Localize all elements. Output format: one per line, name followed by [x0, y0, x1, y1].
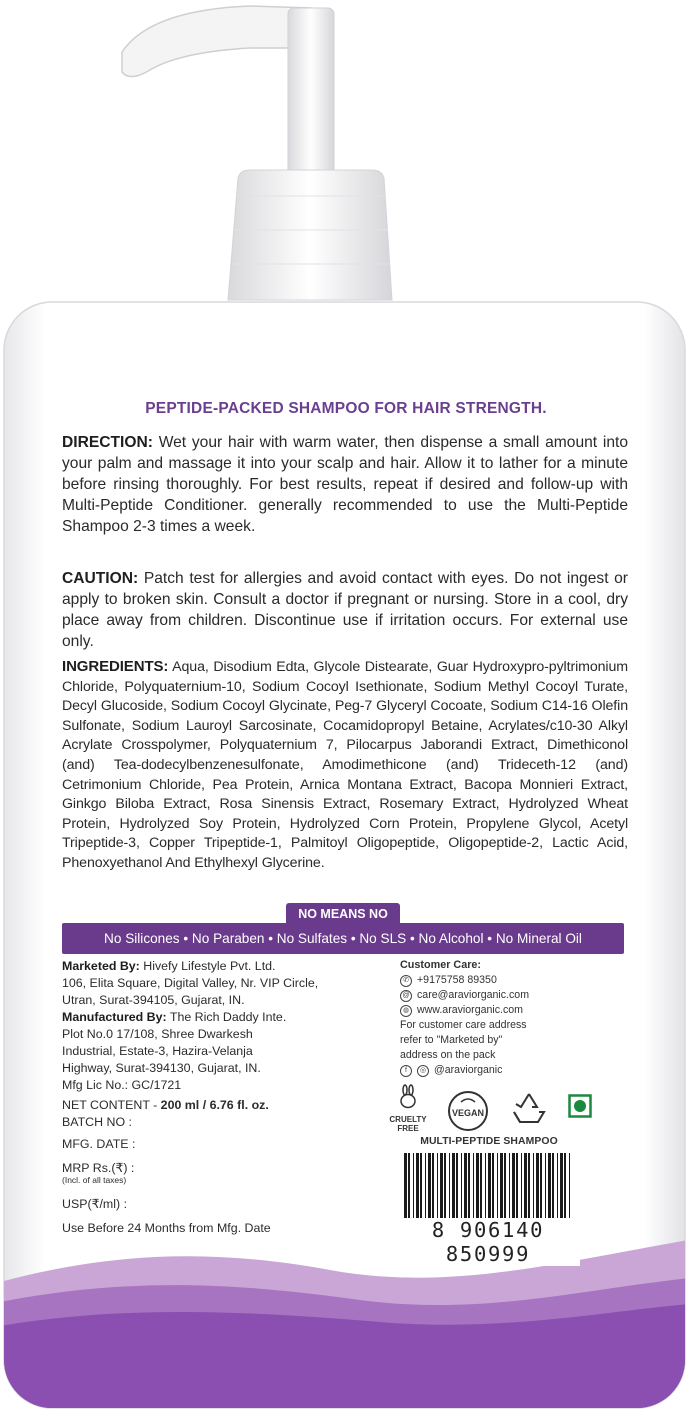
ingredients-label: INGREDIENTS: — [62, 658, 169, 675]
direction-paragraph — [62, 432, 628, 537]
customer-care-note-3: address on the pack — [400, 1049, 496, 1061]
manufactured-address-3: Highway, Surat-394130, Gujarat, IN. — [62, 1061, 261, 1075]
barcode-bar — [416, 1153, 419, 1223]
manufactured-address-1: Plot No.0 17/108, Shree Dwarkesh — [62, 1027, 253, 1041]
barcode-bar — [437, 1153, 438, 1223]
marketed-address-2: Utran, Surat-394105, Gujarat, IN. — [62, 993, 245, 1007]
direction-label: DIRECTION: — [62, 434, 153, 451]
barcode-bar — [456, 1153, 458, 1223]
barcode-number: 8 906140 850999 — [396, 1218, 580, 1266]
manufactured-label: Manufactured By: — [62, 1010, 167, 1024]
manufactured-address-2: Industrial, Estate-3, Hazira-Velanja — [62, 1044, 253, 1058]
barcode-bar — [497, 1153, 498, 1223]
marketed-name: Hivefy Lifestyle Pvt. Ltd. — [139, 959, 276, 973]
rabbit-icon — [395, 1084, 421, 1110]
barcode-bar — [425, 1153, 426, 1223]
customer-care-note-1: For customer care address — [400, 1019, 527, 1031]
customer-care-social: @araviorganic — [434, 1064, 503, 1076]
customer-care-email: care@araviorganic.com — [417, 989, 530, 1001]
veg-mark-icon — [568, 1094, 592, 1123]
barcode-bar — [464, 1153, 467, 1223]
net-content-value: 200 ml / 6.76 fl. oz. — [160, 1098, 269, 1112]
barcode-bar — [536, 1153, 539, 1223]
headline: PEPTIDE-PACKED SHAMPOO FOR HAIR STRENGTH. — [145, 400, 547, 417]
email-icon: @ — [400, 990, 412, 1002]
bottle-collar — [228, 170, 392, 300]
mrp: MRP Rs.(₹) : — [62, 1161, 135, 1175]
caution-label: CAUTION: — [62, 570, 139, 587]
marketed-label: Marketed By: — [62, 959, 140, 973]
barcode-bar — [444, 1153, 446, 1223]
use-before: Use Before 24 Months from Mfg. Date — [62, 1221, 271, 1235]
barcode-bar — [545, 1153, 546, 1223]
barcode-bar — [480, 1153, 482, 1223]
cruelty-free-label: CRUELTY FREE — [389, 1115, 427, 1133]
barcode-bar — [540, 1153, 542, 1223]
cruelty-free-badge — [386, 1084, 430, 1133]
usp: USP(₹/ml) : — [62, 1197, 128, 1211]
recycle-icon — [508, 1090, 550, 1133]
batch-no: BATCH NO : — [62, 1115, 132, 1129]
barcode-bar — [548, 1153, 551, 1223]
company-info — [62, 958, 392, 1094]
pump-head — [288, 8, 334, 180]
barcode-bar — [509, 1153, 510, 1223]
barcode-bar — [528, 1153, 530, 1223]
barcode-bar — [557, 1153, 558, 1223]
globe-icon: ◍ — [400, 1005, 412, 1017]
barcode-bar — [560, 1153, 563, 1223]
barcode-bar — [488, 1153, 491, 1223]
barcode-bar — [408, 1153, 410, 1223]
net-content — [62, 1098, 269, 1112]
barcode-bar — [404, 1153, 407, 1223]
barcode-bar — [516, 1153, 518, 1223]
barcode-bar — [552, 1153, 554, 1223]
barcode-bar — [432, 1153, 434, 1223]
barcode-bar — [500, 1153, 503, 1223]
barcode-bar — [569, 1153, 570, 1223]
facebook-icon: f — [400, 1065, 412, 1077]
barcode-bar — [468, 1153, 470, 1223]
direction-text: Wet your hair with warm water, then dispense a small amount into your palm and massage it into your scalp and hair. Allow it to lather for a minute before rinsing thoroughly. For best results, repeat if desired and follow-up with Multi-Peptide Conditioner. generally recommended to use the Multi-Peptide Shampoo 2-3 times a week. — [62, 434, 628, 535]
product-name: MULTI-PEPTIDE SHAMPOO — [420, 1136, 558, 1147]
net-content-label: NET CONTENT - — [62, 1098, 161, 1112]
mrp-note: (Incl. of all taxes) — [62, 1175, 127, 1185]
manufactured-name: The Rich Daddy Inte. — [166, 1010, 287, 1024]
mfg-license: Mfg Lic No.: GC/1721 — [62, 1078, 182, 1092]
no-means-no-title: NO MEANS NO — [286, 903, 400, 925]
barcode-bar — [452, 1153, 455, 1223]
ingredients-paragraph — [62, 657, 628, 874]
vegan-label: VEGAN — [451, 1108, 485, 1118]
barcode-bar — [524, 1153, 527, 1223]
wave-dark — [0, 1304, 689, 1412]
customer-care-phone: +9175758 89350 — [417, 974, 497, 986]
barcode-bar — [492, 1153, 494, 1223]
caution-paragraph — [62, 568, 628, 652]
barcode-bar — [533, 1153, 534, 1223]
barcode-bar — [512, 1153, 515, 1223]
mfg-date: MFG. DATE : — [62, 1137, 136, 1151]
barcode-bar — [461, 1153, 462, 1223]
customer-care — [400, 958, 580, 1078]
barcode-bar — [428, 1153, 431, 1223]
customer-care-web: www.araviorganic.com — [417, 1004, 523, 1016]
customer-care-title: Customer Care: — [400, 959, 481, 971]
phone-icon: ✆ — [400, 975, 412, 987]
barcode-bar — [473, 1153, 474, 1223]
ingredients-text: Aqua, Disodium Edta, Glycole Distearate, Guar Hydroxypro-pyltrimonium Chloride, Polyquaternium-10, Sodium Cocoyl Isethionate, Sodium Methyl Cocoyl Turate, Decyl Glucoside, Sodium Cocoyl Glycinate, Peg-7 Glyceryl Cocoate, Sodium C14-16 Olefin Sulfonate, Sodium Lauroyl Sarcosinate, Cocamidopropyl Betaine, Acrylates/c10-30 Alkyl Acrylate Crosspolymer, Polyquaternium 7, Pilocarpus Jaborandi Extract, Dimethiconol (and) Tea-dodecylbenzenesulfonate, Amodimethicone (and) Trideceth-12 (and) Cetrimonium Chloride, Pea Protein, Arnica Montana Extract, Bacopa Monnieri Extract, Ginkgo Biloba Extract, Rosa Sinensis Extract, Rosemary Extract, Hydrolyzed Wheat Protein, Hydrolyzed Soy Protein, Hydrolyzed Corn Protein, Propylene Glycol, Acetyl Tripeptide-3, Copper Tripeptide-1, Palmitoyl Oligopeptide, Oligopeptide-2, Lactic Acid, Phenoxyethanol And Ethylhexyl Glycerine. — [62, 659, 628, 871]
customer-care-note-2: refer to "Marketed by" — [400, 1034, 503, 1046]
instagram-icon: ◎ — [417, 1065, 429, 1077]
barcode-bar — [413, 1153, 414, 1223]
barcode-bar — [504, 1153, 506, 1223]
marketed-address-1: 106, Elita Square, Digital Valley, Nr. VIP Circle, — [62, 976, 319, 990]
barcode-bar — [521, 1153, 522, 1223]
no-means-no-bar: No Silicones • No Paraben • No Sulfates • No SLS • No Alcohol • No Mineral Oil — [62, 923, 624, 954]
barcode-bar — [449, 1153, 450, 1223]
barcode-bar — [440, 1153, 443, 1223]
barcode-bar — [420, 1153, 422, 1223]
vegan-badge — [447, 1090, 489, 1137]
barcode-bar — [564, 1153, 566, 1223]
barcode-bar — [476, 1153, 479, 1223]
caution-text: Patch test for allergies and avoid contact with eyes. Do not ingest or apply to broken skin. Consult a doctor if pregnant or nursing. Store in a cool, dry place away from children. Discontinue use if irritation occurs. For external use only. — [62, 570, 628, 650]
barcode-bar — [485, 1153, 486, 1223]
